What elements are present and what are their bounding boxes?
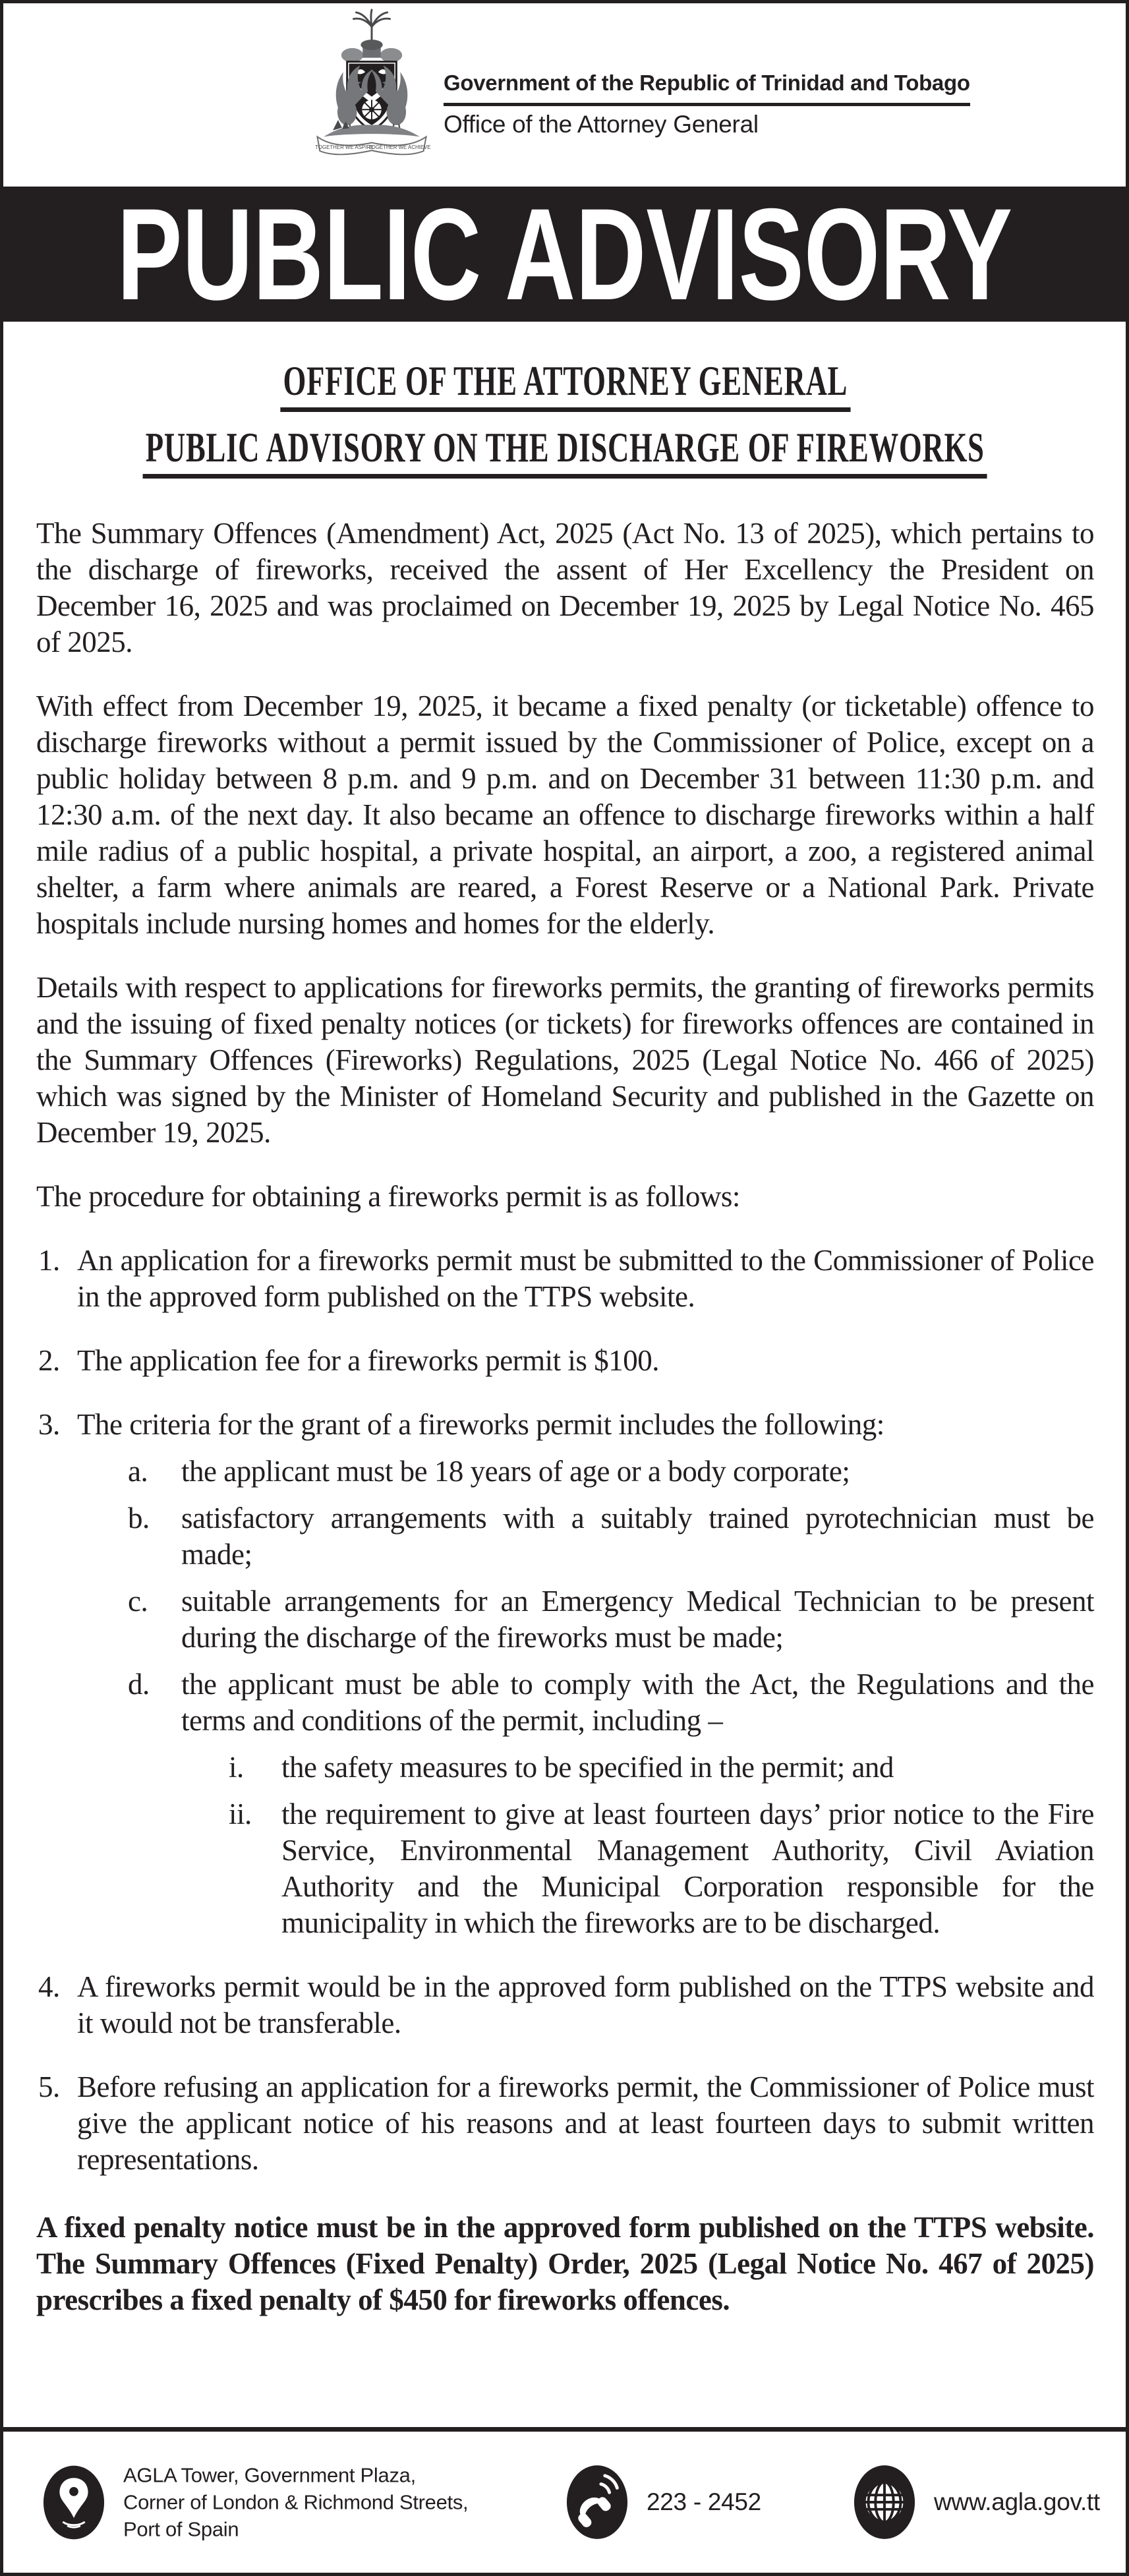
heading-office — [36, 359, 1094, 412]
list-text: The application fee for a fireworks permit is $100. — [77, 1343, 659, 1377]
paragraph-act-assent: The Summary Offences (Amendment) Act, 2025 (Act No. 13 of 2025), which pertains to the discharge of fireworks, received the assent of Her Excellency the President on December 16, 2025 and was proclaimed on December 19, 2025 by Legal Notice No. 465 of 2025. — [36, 516, 1094, 659]
palm-crest-icon — [353, 10, 390, 44]
address-block — [123, 2462, 468, 2543]
list-item-3d-i — [36, 1749, 1094, 1786]
list-text: the requirement to give at least fourteen days’ prior notice to the Fire Service, Environmental Management Authority, Civil Aviation Authority and the Municipal Corporation responsible for the municipality in which the fireworks are to be discharged. — [281, 1797, 1094, 1939]
footer — [3, 2427, 1126, 2573]
list-text: satisfactory arrangements with a suitably trained pyrotechnician must be made; — [181, 1501, 1094, 1571]
heading-advisory — [36, 425, 1094, 479]
list-item-3c — [36, 1583, 1094, 1656]
list-marker: i. — [229, 1750, 244, 1784]
list-marker: d. — [128, 1667, 150, 1701]
office-name: Office of the Attorney General — [444, 111, 759, 138]
globe-icon — [852, 2463, 917, 2541]
paragraph-offences: With effect from December 19, 2025, it became a fixed penalty (or ticketable) offence to discharge fireworks without a permit issued by the Commissioner of Police, except on a public holiday between 8 p.m. and 9 p.m. and on December 31 between 11:30 p.m. and 12:30 a.m. of the next day. It also became an offence to discharge fireworks within a half mile radius of a public hospital, a private hospital, an airport, a zoo, a registered animal shelter, a farm where animals are reared, a Forest Reserve or a National Park. Private hospitals include nursing homes and homes for the elderly. — [36, 689, 1094, 940]
coat-of-arms-trinidad-tobago — [306, 7, 437, 156]
list-text: The criteria for the grant of a fireworks permit includes the following: — [77, 1407, 884, 1441]
list-item-5 — [36, 2069, 1094, 2178]
closing-fixed-penalty-paragraph: A fixed penalty notice must be in the approved form published on the TTPS website. The Summary Offences (Fixed Penalty) Order, 2025 (Legal Notice No. 467 of 2025) prescribes a fixed penalty of $450 for fireworks offences. — [36, 2210, 1094, 2316]
list-item-3b — [36, 1500, 1094, 1573]
list-marker: 4. — [38, 1970, 60, 2003]
location-pin-icon — [42, 2463, 106, 2541]
helm-icon — [341, 40, 402, 62]
list-marker: 2. — [38, 1343, 60, 1377]
motto-ribbon — [315, 137, 430, 155]
list-item-1 — [36, 1243, 1094, 1315]
list-item-3d — [36, 1666, 1094, 1739]
address-line-3: Port of Spain — [123, 2517, 239, 2541]
banner-title: PUBLIC ADVISORY — [117, 187, 1012, 322]
list-item-3a — [36, 1453, 1094, 1490]
list-item-2 — [36, 1343, 1094, 1379]
list-marker: c. — [128, 1584, 148, 1618]
government-name: Government of the Republic of Trinidad and Tobago — [444, 71, 970, 106]
phone-icon — [565, 2463, 629, 2541]
header — [3, 3, 1126, 187]
org-identity — [444, 71, 970, 138]
motto-right: TOGETHER WE ACHIEVE — [368, 144, 431, 151]
list-text: the applicant must be able to comply with the Act, the Regulations and the terms and conditions of the permit, including – — [181, 1667, 1094, 1737]
list-text: Before refusing an application for a fireworks permit, the Commissioner of Police must give the applicant notice of his reasons and at least fourteen days to submit written representations. — [77, 2070, 1094, 2176]
list-text: the safety measures to be specified in the permit; and — [281, 1750, 894, 1784]
list-marker: 5. — [38, 2070, 60, 2103]
address-line-1: AGLA Tower, Government Plaza, — [123, 2463, 416, 2487]
list-item-3 — [36, 1407, 1094, 1443]
location-group — [42, 2462, 468, 2543]
motto-left: TOGETHER WE ASPIRE — [315, 144, 374, 151]
public-advisory-banner — [3, 187, 1126, 322]
list-marker: b. — [128, 1501, 150, 1535]
website-url: www.agla.gov.tt — [934, 2488, 1100, 2515]
phone-group — [565, 2463, 761, 2541]
list-marker: a. — [128, 1454, 148, 1488]
list-text: the applicant must be 18 years of age or a body corporate; — [181, 1454, 850, 1488]
address-line-2: Corner of London & Richmond Streets, — [123, 2490, 469, 2514]
list-text: suitable arrangements for an Emergency Medical Technician to be present during the discharge of the fireworks must be made; — [181, 1584, 1094, 1654]
list-text: An application for a fireworks permit must be submitted to the Commissioner of Police in the approved form published on the TTPS website. — [77, 1243, 1094, 1313]
list-text: A fireworks permit would be in the approved form published on the TTPS website and it would not be transferable. — [77, 1970, 1094, 2039]
list-marker: ii. — [229, 1797, 252, 1830]
heading-office-text: OFFICE OF THE ATTORNEY GENERAL — [280, 359, 850, 412]
procedure-intro: The procedure for obtaining a fireworks permit is as follows: — [36, 1179, 740, 1213]
phone-number: 223 - 2452 — [647, 2488, 761, 2515]
list-marker: 1. — [38, 1243, 60, 1277]
list-item-4 — [36, 1969, 1094, 2041]
website-group — [852, 2463, 1100, 2541]
paragraph-regulations: Details with respect to applications for fireworks permits, the granting of fireworks permits and the issuing of fixed penalty notices (or tickets) for fireworks offences are contained in the Summary Offences (Fireworks) Regulations, 2025 (Legal Notice No. 466 of 2025) which was signed by the Minister of Homeland Security and published in the Gazette on December 19, 2025. — [36, 970, 1094, 1149]
advisory-body — [3, 322, 1126, 2318]
heading-advisory-text: PUBLIC ADVISORY ON THE DISCHARGE OF FIREWORKS — [143, 425, 987, 479]
list-marker: 3. — [38, 1407, 60, 1441]
list-item-3d-ii — [36, 1796, 1094, 1941]
